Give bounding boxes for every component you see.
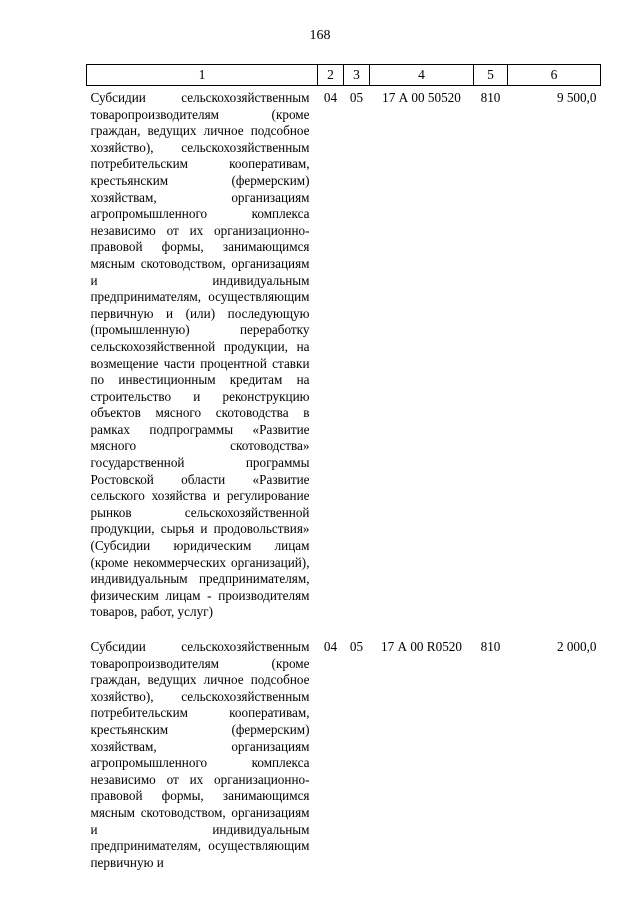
- row-rz: 04: [323, 639, 338, 654]
- row-amount: 9 500,0: [556, 90, 597, 105]
- table-header-row: [87, 65, 601, 86]
- row-rz: 04: [323, 90, 338, 105]
- header-col-3: 3: [344, 65, 370, 86]
- row-pr: 05: [349, 639, 364, 654]
- row-vr: 810: [480, 90, 501, 105]
- row-description: Субсидии сельскохозяйственным товаропроизводителям (кроме граждан, ведущих личное подсобное хозяйство), сельскохозяйственным потребительским кооперативам, крестьянским (фермерским) хозяйствам, организациям агропромышленного комплекса независимо от их организационно-правовой формы, занимающимся мясным скотоводством, организациям и индивидуальным предпринимателям, осуществляющим первичную и: [90, 639, 310, 870]
- row-pr: 05: [349, 90, 364, 105]
- budget-table-container: [86, 64, 600, 871]
- header-col-6: 6: [508, 65, 601, 86]
- budget-table: [86, 64, 601, 871]
- table-row: [87, 86, 601, 622]
- header-col-4: 4: [370, 65, 474, 86]
- page-number: 168: [309, 28, 331, 43]
- header-col-2: 2: [318, 65, 344, 86]
- row-csr: 17 А 00 R0520: [381, 639, 462, 654]
- row-amount: 2 000,0: [556, 639, 597, 654]
- table-row: [87, 635, 601, 871]
- row-description: Субсидии сельскохозяйственным товаропроизводителям (кроме граждан, ведущих личное подсобное хозяйство), сельскохозяйственным потребительским кооперативам, крестьянским (фермерским) хозяйствам, организациям агропромышленного комплекса независимо от их организационно-правовой формы, занимающимся мясным скотоводством, организациям и индивидуальным предпринимателям, осуществляющим первичную и (или) последующую (промышленную) переработку сельскохозяйственной продукции, на возмещение части процентной ставки по инвестиционным кредитам на строительство и реконструкцию объектов мясного скотоводства в рамках подпрограммы «Развитие мясного скотоводства» государственной программы Ростовской области «Развитие сельского хозяйства и регулирование рынков сельскохозяйственной продукции, сырья и продовольствия» (Субсидии юридическим лицам (кроме некоммерческих организаций), индивидуальным предпринимателям, физическим лицам - производителям товаров, работ, услуг): [90, 90, 310, 620]
- header-col-1: 1: [87, 65, 318, 86]
- row-spacer: [87, 621, 601, 635]
- row-csr: 17 А 00 50520: [382, 90, 461, 105]
- row-vr: 810: [480, 639, 501, 654]
- header-col-5: 5: [474, 65, 508, 86]
